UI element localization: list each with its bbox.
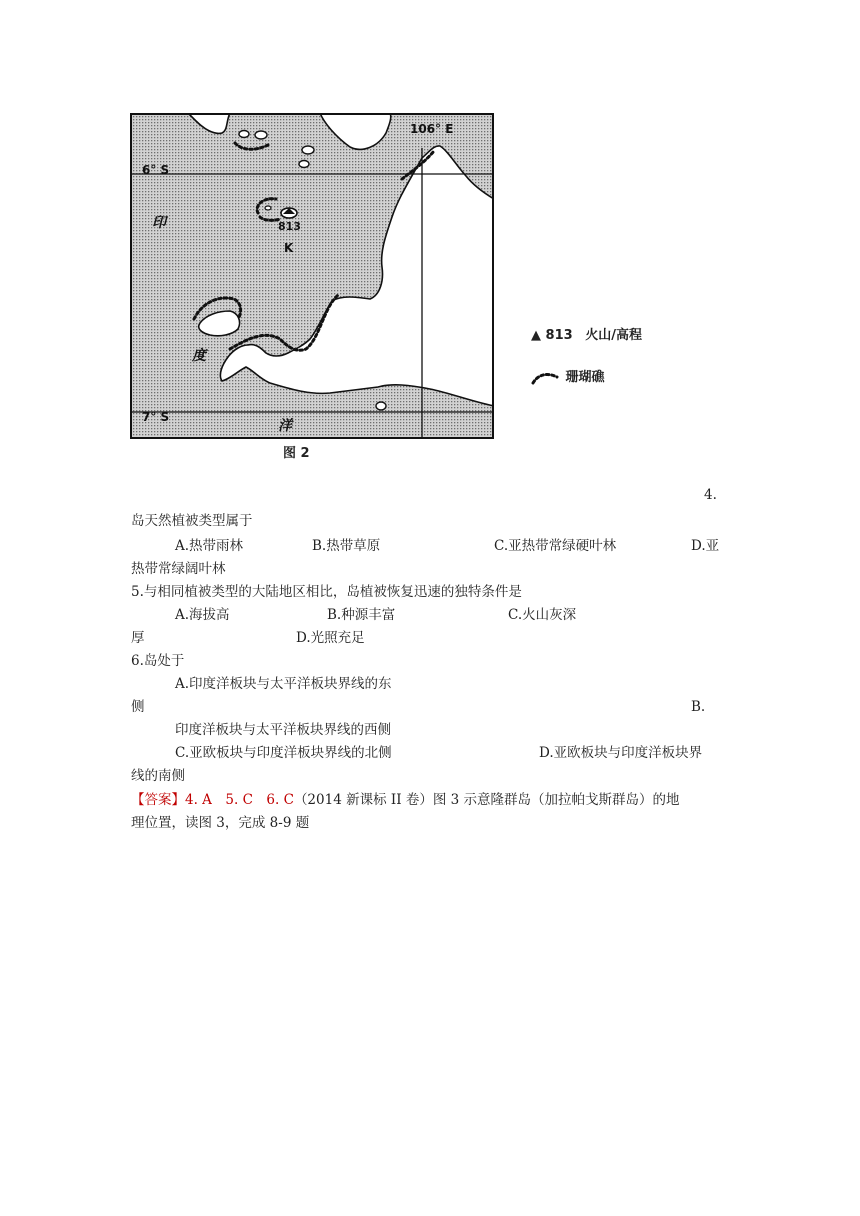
answer-text: （2014 新课标 II 卷）图 3 示意隆群岛（加拉帕戈斯群岛）的地 bbox=[293, 792, 680, 808]
answer-line bbox=[131, 789, 680, 811]
option-continuation: 侧 bbox=[131, 699, 145, 715]
legend-volcano bbox=[531, 324, 642, 343]
option: B. bbox=[691, 699, 706, 715]
option: D.光照充足 bbox=[296, 630, 365, 646]
question-stem: 6.岛处于 bbox=[131, 653, 185, 669]
answer-continuation: 理位置，读图 3，完成 8-9 题 bbox=[131, 815, 310, 831]
legend-coral-text: 珊瑚礁 bbox=[565, 370, 605, 385]
option: B.种源丰富 bbox=[327, 607, 396, 623]
answer-tag: 【答案】 bbox=[131, 792, 185, 808]
sea-label-char: 度 bbox=[192, 348, 206, 364]
island bbox=[302, 146, 314, 154]
sea-label-char: 印 bbox=[152, 215, 166, 231]
latitude-label-bottom: 7° S bbox=[142, 410, 170, 424]
option: C.火山灰深 bbox=[508, 607, 577, 623]
map-svg bbox=[130, 113, 494, 439]
volcano-icon: ▲ bbox=[531, 328, 541, 343]
island bbox=[255, 131, 267, 139]
legend-volcano-value: 813 bbox=[545, 328, 573, 343]
elevation-label: 813 bbox=[278, 220, 301, 233]
option: C.亚欧板块与印度洋板块界线的北侧 bbox=[175, 745, 392, 761]
option: A.海拔高 bbox=[175, 607, 230, 623]
option: A.热带雨林 bbox=[175, 538, 244, 554]
legend-volcano-text: 火山/高程 bbox=[585, 328, 642, 343]
map-figure bbox=[130, 113, 494, 439]
coral-reef-icon bbox=[531, 371, 561, 385]
question-number: 4. bbox=[704, 487, 717, 503]
legend-coral bbox=[531, 366, 605, 385]
latitude-label-top: 6° S bbox=[142, 163, 170, 177]
option-continuation: 厚 bbox=[131, 630, 145, 646]
option-continuation: 线的南侧 bbox=[131, 768, 185, 784]
option: B.热带草原 bbox=[312, 538, 381, 554]
island bbox=[239, 131, 249, 138]
option-continuation: 印度洋板块与太平洋板块界线的西侧 bbox=[175, 722, 391, 738]
longitude-label: 106° E bbox=[410, 122, 454, 136]
option: D.亚 bbox=[691, 538, 720, 554]
option-continuation: 热带常绿阔叶林 bbox=[131, 561, 226, 577]
point-label: K bbox=[284, 241, 294, 255]
island bbox=[265, 206, 271, 210]
figure-caption: 图 2 bbox=[283, 446, 310, 461]
sea-label-char: 洋 bbox=[278, 418, 292, 434]
answer-values: 4. A 5. C 6. C bbox=[185, 792, 294, 808]
island bbox=[299, 161, 309, 168]
island bbox=[376, 402, 386, 410]
option: C.亚热带常绿硬叶林 bbox=[494, 538, 617, 554]
option: A.印度洋板块与太平洋板块界线的东 bbox=[175, 676, 392, 692]
question-stem: 岛天然植被类型属于 bbox=[131, 513, 253, 529]
question-stem: 5.与相同植被类型的大陆地区相比，岛植被恢复迅速的独特条件是 bbox=[131, 584, 522, 600]
option: D.亚欧板块与印度洋板块界 bbox=[539, 745, 703, 761]
